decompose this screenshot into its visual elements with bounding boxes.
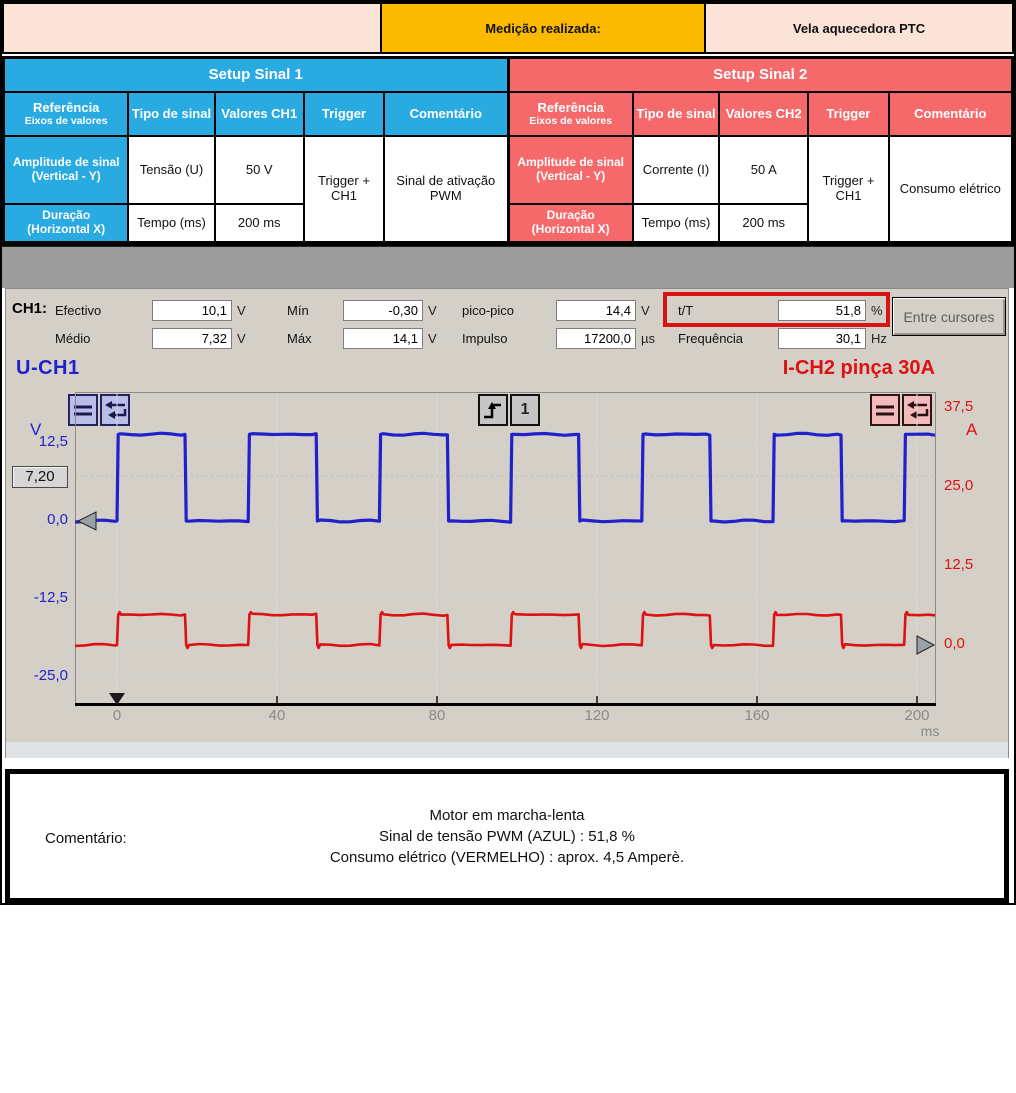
setup2-col-comentario: Comentário — [890, 93, 1011, 135]
meas-frequencia-label: Frequência — [678, 331, 744, 346]
setup1-dur-ref — [5, 205, 127, 241]
left-tick-label: 0,0 — [47, 511, 68, 528]
left-tick-label: -12,5 — [33, 589, 68, 606]
setup2-col-referencia — [510, 93, 632, 135]
ch1-trace-title: U-CH1 — [16, 357, 80, 379]
setup1-col-trigger: Trigger — [305, 93, 383, 135]
meas-max-unit: V — [428, 331, 437, 346]
x-tick-label: 200 — [904, 707, 930, 724]
setup1-trigger-value — [305, 137, 383, 241]
comment-text — [330, 805, 684, 868]
setup1-dur-ref-line1: Duração — [42, 208, 91, 223]
setup1-trigger-line1: Trigger + — [318, 173, 370, 189]
trigger-channel-number: 1 — [520, 401, 530, 418]
meas-efectivo-value: 10,1 — [152, 300, 232, 321]
x-axis-tick-labels — [75, 707, 940, 747]
right-axis-unit: A — [966, 420, 978, 439]
setup1-amp-ref-line2: (Vertical - Y) — [31, 169, 101, 183]
right-tick-label: 0,0 — [944, 635, 965, 652]
setup2-dur-ref-line2: (Horizontal X) — [531, 222, 610, 236]
setup1-col-comentario: Comentário — [385, 93, 506, 135]
entre-cursores-button[interactable]: Entre cursores — [892, 297, 1006, 336]
setup1-dur-valor: 200 ms — [216, 205, 303, 241]
setup1-amp-ref — [5, 137, 127, 203]
meas-min-unit: V — [428, 303, 437, 318]
setup1-dur-tipo: Tempo (ms) — [129, 205, 213, 241]
meas-picopico-unit: V — [641, 303, 650, 318]
comment-line-1: Motor em marcha-lenta — [429, 806, 585, 824]
duty-cycle-highlight-box — [663, 292, 890, 327]
meas-frequencia-value: 30,1 — [778, 328, 866, 349]
meas-tt-label: t/T — [678, 303, 694, 318]
setup1-col-tipo: Tipo de sinal — [129, 93, 213, 135]
meas-frequencia-unit: Hz — [871, 331, 887, 346]
setup2-comentario-value — [890, 137, 1011, 241]
setup1-comentario-value — [385, 137, 506, 241]
x-tick-label: 160 — [744, 707, 770, 724]
comment-line-2: Sinal de tensão PWM (AZUL) : 51,8 % — [379, 827, 635, 845]
right-tick-label: 12,5 — [944, 555, 974, 573]
meas-impulso-label: Impulso — [462, 331, 508, 346]
setup2-dur-tipo: Tempo (ms) — [634, 205, 718, 241]
meas-picopico-label: pico-pico — [462, 303, 515, 318]
left-axis-unit: V — [30, 420, 42, 439]
setup2-amp-ref-line2: (Vertical - Y) — [536, 169, 606, 183]
comment-label: Comentário: — [45, 830, 127, 847]
setup1-amp-tipo: Tensão (U) — [129, 137, 213, 203]
setup2-col-referencia-main: Referência — [537, 99, 604, 115]
meas-medio-label: Médio — [55, 331, 91, 346]
setup1-comentario-line1: Sinal de ativação — [396, 173, 496, 189]
right-axis-tick-labels — [940, 392, 1015, 706]
meas-efectivo-unit: V — [237, 303, 246, 318]
left-axis-tick-labels — [2, 392, 70, 706]
setup1-col-referencia-sub: Eixos de valores — [24, 115, 108, 128]
meas-max-label: Máx — [287, 331, 312, 346]
left-tick-label: -25,0 — [33, 667, 68, 684]
meas-tt-value: 51,8 — [778, 300, 866, 321]
x-tick-label: 120 — [584, 707, 610, 724]
setup2-amp-valor: 50 A — [720, 137, 807, 203]
setup2-amp-ref-line1: Amplitude de sinal — [517, 155, 625, 170]
setup2-col-tipo: Tipo de sinal — [634, 93, 718, 135]
setup1-title: Setup Sinal 1 — [5, 59, 507, 91]
setup1-comentario-line2: PWM — [429, 188, 462, 203]
setup2-amp-tipo: Corrente (I) — [634, 137, 718, 203]
panel-bottom-strip — [6, 742, 1008, 758]
meas-medio-value: 7,32 — [152, 328, 232, 349]
meas-impulso-value: 17200,0 — [556, 328, 636, 349]
setup2-comentario-line1: Consumo elétrico — [899, 180, 1001, 196]
right-tick-label: 37,5 — [944, 397, 974, 415]
separator-band — [2, 246, 1014, 288]
setup1-trigger-line2: CH1 — [330, 188, 357, 203]
setup2-col-trigger: Trigger — [809, 93, 887, 135]
setup1-col-referencia-main: Referência — [32, 99, 100, 115]
setup-tables-row — [2, 56, 1014, 246]
top-header-row — [2, 2, 1014, 54]
setup2-trigger-line1: Trigger + — [822, 173, 875, 189]
channel-label: CH1: — [12, 300, 48, 317]
comment-box — [5, 769, 1009, 903]
setup-table-1 — [5, 59, 507, 243]
setup2-dur-ref — [510, 205, 632, 241]
setup1-col-valores: Valores CH1 — [216, 93, 303, 135]
setup2-trigger-value — [809, 137, 887, 241]
x-axis-unit: ms — [920, 723, 940, 739]
setup1-dur-ref-line2: (Horizontal X) — [27, 222, 106, 236]
x-tick-label: 40 — [268, 707, 286, 724]
setup2-col-valores: Valores CH2 — [720, 93, 807, 135]
measurement-value-cell: Vela aquecedora PTC — [706, 4, 1012, 52]
measurement-label-cell: Medição realizada: — [382, 4, 704, 52]
setup-table-2 — [510, 59, 1012, 243]
x-tick-label: 0 — [112, 707, 122, 724]
meas-efectivo-label: Efectivo — [55, 303, 102, 318]
setup2-dur-ref-line1: Duração — [546, 208, 595, 223]
meas-min-value: -0,30 — [343, 300, 423, 321]
setup1-col-referencia — [5, 93, 127, 135]
meas-max-value: 14,1 — [343, 328, 423, 349]
meas-impulso-unit: µs — [641, 331, 655, 346]
plot-svg — [75, 392, 936, 706]
setup2-title: Setup Sinal 2 — [510, 59, 1012, 91]
mean-cursor-value-box[interactable]: 7,20 — [12, 466, 68, 488]
setup2-col-referencia-sub: Eixos de valores — [529, 115, 613, 128]
ch2-trace-title: I-CH2 pinça 30A — [782, 357, 935, 379]
meas-medio-unit: V — [237, 331, 246, 346]
setup1-amp-valor: 50 V — [216, 137, 303, 203]
meas-min-label: Mín — [287, 303, 309, 318]
meas-tt-unit: % — [871, 303, 883, 318]
meas-picopico-value: 14,4 — [556, 300, 636, 321]
setup2-trigger-line2: CH1 — [835, 188, 862, 203]
x-tick-label: 80 — [428, 707, 446, 724]
right-tick-label: 25,0 — [944, 476, 974, 494]
comment-line-3: Consumo elétrico (VERMELHO) : aprox. 4,5 Amperè. — [329, 848, 685, 866]
left-tick-label: 12,5 — [38, 433, 68, 450]
setup2-amp-ref — [510, 137, 632, 203]
setup1-amp-ref-line1: Amplitude de sinal — [12, 155, 120, 170]
setup2-dur-valor: 200 ms — [720, 205, 807, 241]
header-empty-cell — [4, 4, 380, 52]
